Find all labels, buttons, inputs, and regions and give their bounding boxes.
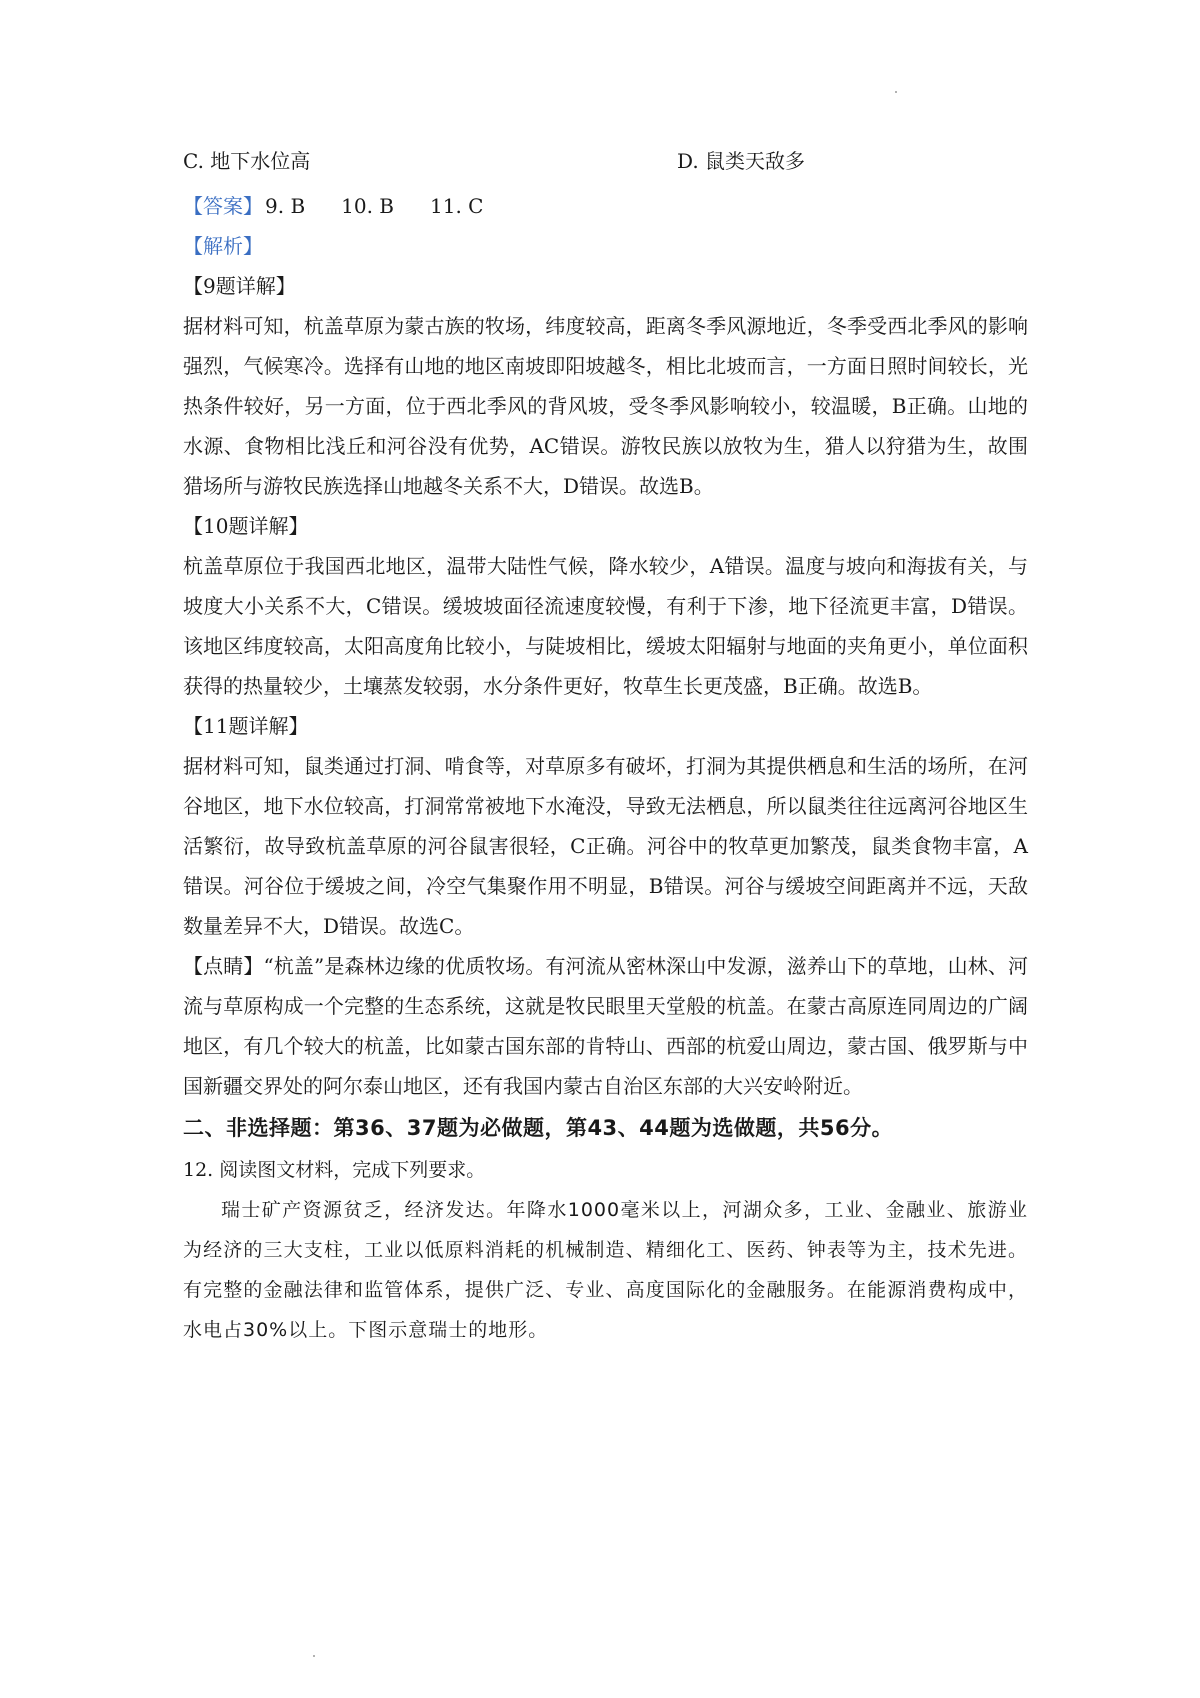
q12-prompt: 12. 阅读图文材料，完成下列要求。 bbox=[183, 1159, 486, 1181]
q12-material: 瑞士矿产资源贫乏，经济发达。年降水1000毫米以上，河湖众多，工业、金融业、旅游业为经济的三大支柱，工业以低原料消耗的机械制造、精细化工、医药、钟表等为主，技术先进。有完整的金融法律和监管体系，提供广泛、专业、高度国际化的金融服务。在能源消费构成中，水电占30%以上。下图示意瑞士的地形。 bbox=[183, 1199, 1028, 1341]
answer-item: 10. B bbox=[341, 194, 395, 218]
analysis-tag: 【解析】 bbox=[183, 234, 263, 258]
q9-explanation: 据材料可知，杭盖草原为蒙古族的牧场，纬度较高，距离冬季风源地近，冬季受西北季风的影响强烈，气候寒冷。选择有山地的地区南坡即阳坡越冬，相比北坡而言，一方面日照时间较长，光热条件较好，另一方面，位于西北季风的背风坡，受冬季风影响较小，较温暖，B正确。山地的水源、食物相比浅丘和河谷没有优势，AC错误。游牧民族以放牧为生，猎人以狩猎为生，故围猎场所与游牧民族选择山地越冬关系不大，D错误。故选B。 bbox=[183, 314, 1028, 498]
answer-item: 9. B bbox=[265, 194, 306, 218]
section-title: 二、非选择题：第36、37题为必做题，第43、44题为选做题，共56分。 bbox=[183, 1116, 894, 1140]
content bbox=[183, 186, 1028, 1350]
note-text: “杭盖”是森林边缘的优质牧场。有河流从密林深山中发源，滋养山下的草地，山林、河流与草原构成一个完整的生态系统，这就是牧民眼里天堂般的杭盖。在蒙古高原连同周边的广阔地区，有几个较大的杭盖，比如蒙古国东部的肯特山、西部的杭爱山周边，蒙古国、俄罗斯与中国新疆交界处的阿尔泰山地区，还有我国内蒙古自治区东部的大兴安岭附近。 bbox=[183, 954, 1029, 1098]
answer-line bbox=[183, 186, 1028, 226]
scan-dot bbox=[313, 1655, 315, 1657]
q11-heading: 【11题详解】 bbox=[183, 714, 309, 738]
option-c: C. 地下水位高 bbox=[183, 149, 311, 173]
option-d: D. 鼠类天敌多 bbox=[677, 149, 806, 173]
note-heading: 【点睛】 bbox=[183, 954, 264, 978]
q10-explanation: 杭盖草原位于我国西北地区，温带大陆性气候，降水较少，A错误。温度与坡向和海拔有关，与坡度大小关系不大，C错误。缓坡坡面径流速度较慢，有利于下渗，地下径流更丰富，D错误。该地区纬度较高，太阳高度角比较小，与陡坡相比，缓坡太阳辐射与地面的夹角更小，单位面积获得的热量较少，土壤蒸发较弱，水分条件更好，牧草生长更茂盛，B正确。故选B。 bbox=[183, 554, 1028, 698]
q9-heading: 【9题详解】 bbox=[183, 274, 296, 298]
answer-item: 11. C bbox=[430, 194, 484, 218]
scan-dot bbox=[895, 91, 897, 93]
q10-heading: 【10题详解】 bbox=[183, 514, 309, 538]
analysis-line bbox=[183, 226, 1028, 266]
answer-tag: 【答案】 bbox=[183, 194, 263, 218]
note-paragraph bbox=[183, 946, 1028, 1106]
options-row bbox=[183, 146, 1023, 176]
q11-explanation: 据材料可知，鼠类通过打洞、啃食等，对草原多有破坏，打洞为其提供栖息和生活的场所，在河谷地区，地下水位较高，打洞常常被地下水淹没，导致无法栖息，所以鼠类往往远离河谷地区生活繁衍，故导致杭盖草原的河谷鼠害很轻，C正确。河谷中的牧草更加繁茂，鼠类食物丰富，A错误。河谷位于缓坡之间，冷空气集聚作用不明显，B错误。河谷与缓坡空间距离并不远，天敌数量差异不大，D错误。故选C。 bbox=[183, 754, 1028, 938]
